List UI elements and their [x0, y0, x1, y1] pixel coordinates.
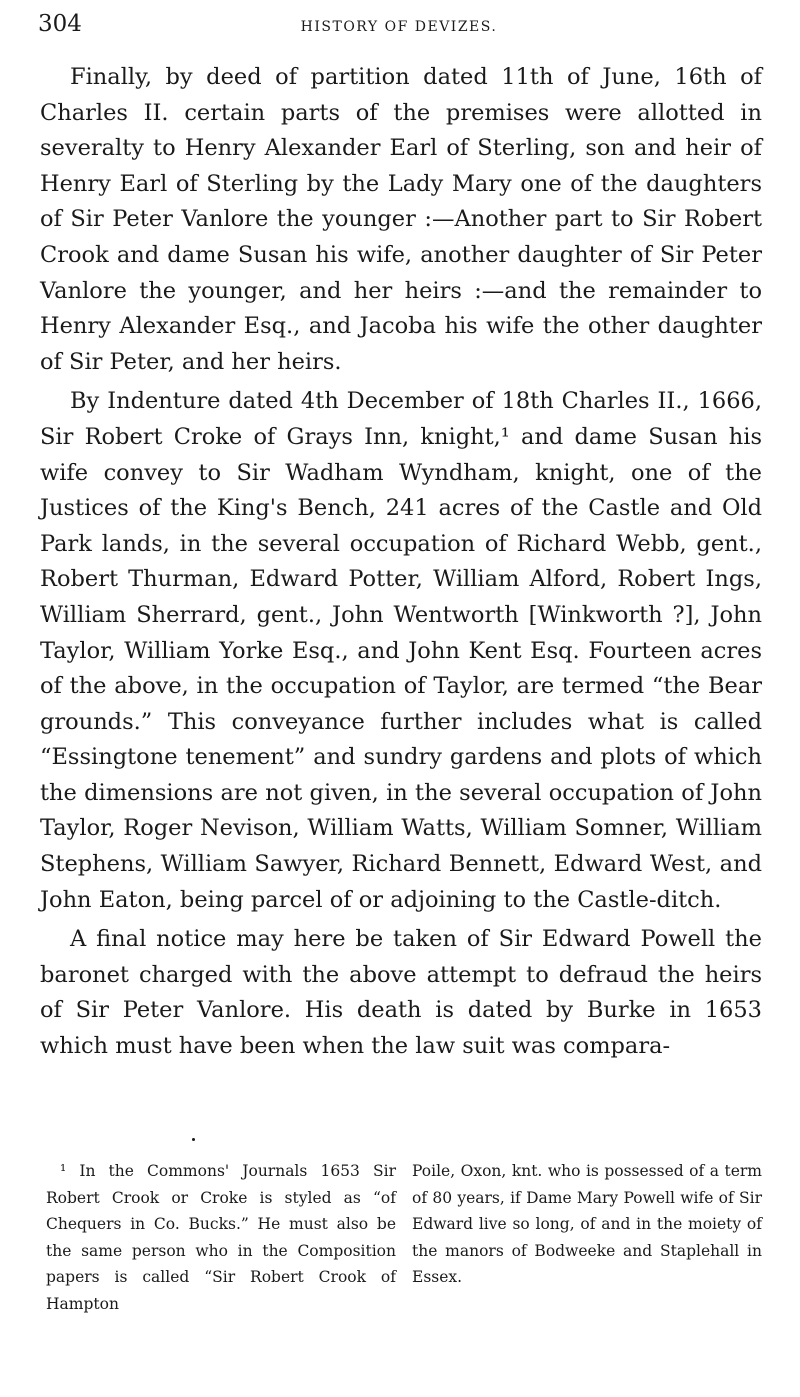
page-header: [38, 8, 760, 40]
body-text: [40, 60, 762, 1069]
running-title: HISTORY OF DEVIZES.: [300, 19, 498, 35]
paragraph-final-notice: A final notice may here be taken of Sir Edward Powell the baronet charged with the above attempt to defraud the heirs of Sir Peter Vanlore. His death is dated by Burke in 1653 which must have been when the law suit was compara-: [40, 926, 762, 1060]
footnotes: [46, 1158, 762, 1317]
printer-mark: [192, 1138, 195, 1141]
footnote-column-2: Poile, Oxon, knt. who is possessed of a term of 80 years, if Dame Mary Powell wife of Sir Edward live so long, of and in the moiety of the manors of Bodweeke and Staplehall in Essex.: [412, 1162, 762, 1286]
footnote-column-1: ¹ In the Commons' Journals 1653 Sir Robert Crook or Croke is styled as “of Chequers in Co. Bucks.” He must also be the same person who in the Composition papers is called “Sir Robert Crook of Hampton: [46, 1162, 396, 1313]
paragraph-partition: Finally, by deed of partition dated 11th of June, 16th of Charles II. certain parts of the premises were allotted in severalty to Henry Alexander Earl of Sterling, son and heir of Henry Earl of Sterling by the Lady Mary one of the daughters of Sir Peter Vanlore the younger :—Another part to Sir Robert Crook and dame Susan his wife, another daughter of Sir Peter Vanlore the younger, and her heirs :—and the remainder to Henry Alexander Esq., and Jacoba his wife the other daughter of Sir Peter, and her heirs.: [40, 64, 762, 375]
page-number: 304: [38, 11, 82, 37]
paragraph-indenture: By Indenture dated 4th December of 18th Charles II., 1666, Sir Robert Croke of Grays Inn, knight,¹ and dame Susan his wife convey to Sir Wadham Wyndham, knight, one of the Justices of the King's Bench, 241 acres of the Castle and Old Park lands, in the several occupation of Richard Webb, gent., Robert Thurman, Edward Potter, William Alford, Robert Ings, William Sherrard, gent., John Wentworth [Winkworth ?], John Taylor, William Yorke Esq., and John Kent Esq. Fourteen acres of the above, in the occupation of Taylor, are termed “the Bear grounds.” This conveyance further includes what is called “Essingtone tenement” and sundry gardens and plots of which the dimensions are not given, in the several occupation of John Taylor, Roger Nevison, William Watts, William Somner, William Stephens, William Sawyer, Richard Bennett, Edward West, and John Eaton, being parcel of or adjoining to the Castle-ditch.: [40, 388, 762, 913]
